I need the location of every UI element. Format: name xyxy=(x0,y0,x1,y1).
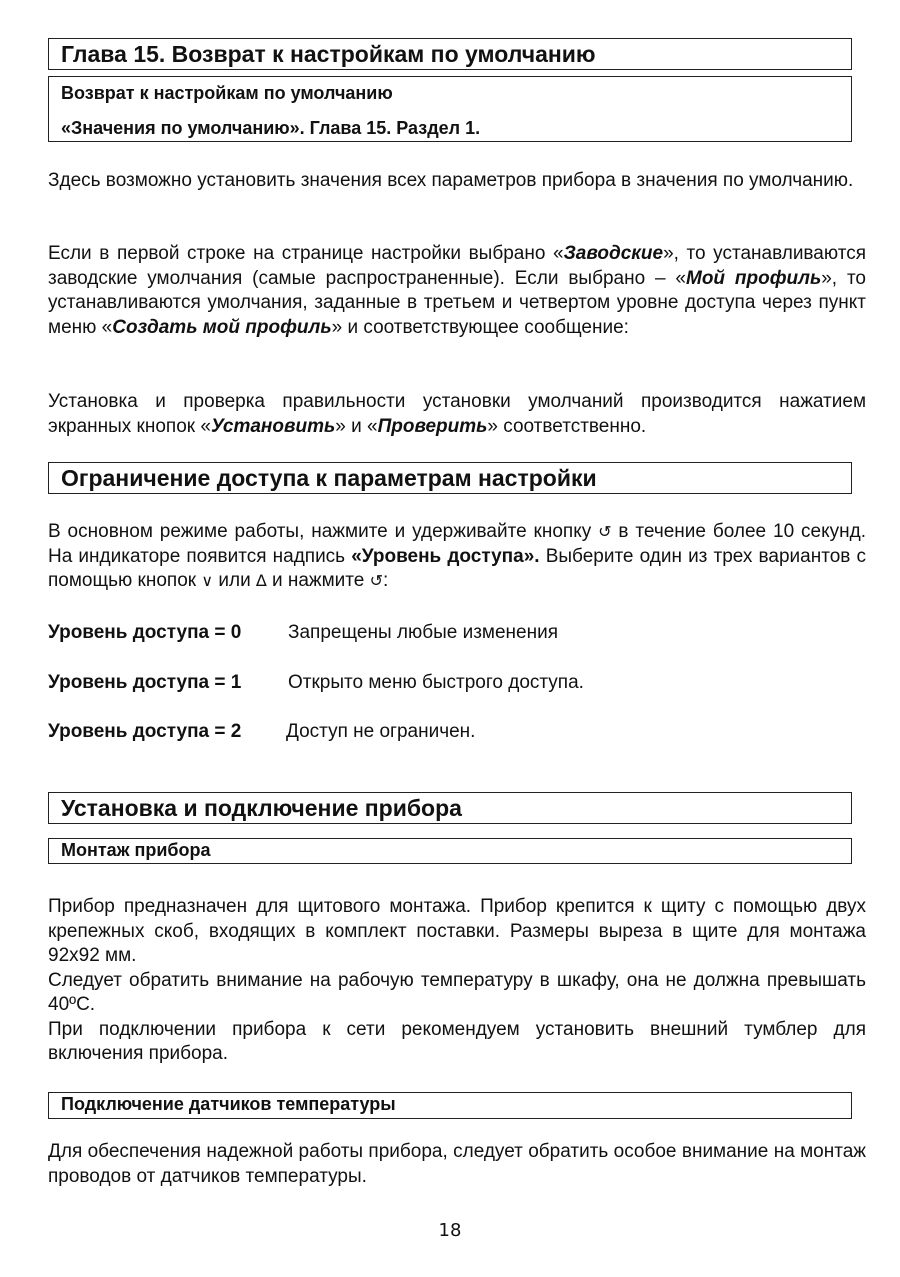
emphasis-install-button: Установить xyxy=(210,415,336,437)
text-run: Выберите один из трех вариантов с помощью кнопок xyxy=(48,545,866,591)
paragraph-defaults-intro xyxy=(48,169,866,194)
subsection-line-2: «Значения по умолчанию». Глава 15. Раздел 1. xyxy=(61,118,481,138)
emphasis-factory: Заводские xyxy=(563,243,664,264)
paragraph-access-instructions xyxy=(48,520,866,594)
emphasis-access-level: «Уровень доступа». xyxy=(351,545,540,567)
text-run: и нажмите xyxy=(266,570,370,591)
subsection-sensors-text: Подключение датчиков температуры xyxy=(61,1094,396,1114)
subsection-line-1: Возврат к настройкам по умолчанию xyxy=(61,83,393,103)
subsection-sensors-title xyxy=(48,1092,852,1119)
section-install-title xyxy=(48,792,852,824)
rotate-icon: ↺ xyxy=(369,571,384,590)
access-level-desc: Открыто меню быстрого доступа. xyxy=(288,672,584,693)
chapter-subsection-box xyxy=(48,76,852,142)
subsection-mount-title xyxy=(48,838,852,864)
paragraph-text: Для обеспечения надежной работы прибора, следует обратить особое внимание на монтаж проводов от датчиков температуры. xyxy=(48,1141,866,1187)
text-run: Установка и проверка правильности установки умолчаний производится нажатием экранных кнопок « xyxy=(48,391,866,437)
paragraph-text: Прибор предназначен для щитового монтажа. Прибор крепится к щиту с помощью двух крепежных скоб, входящих в комплект поставки. Размеры выреза в щите для монтажа 92х92 мм. xyxy=(48,896,866,966)
paragraph-profile xyxy=(48,242,866,340)
up-arrow-icon: ∆ xyxy=(255,571,267,590)
access-level-desc: Доступ не ограничен. xyxy=(286,721,476,742)
text-run: : xyxy=(383,570,389,591)
access-level-label: Уровень доступа = 2 xyxy=(48,721,242,742)
page-number: 18 xyxy=(438,1220,462,1241)
section-access-title xyxy=(48,462,852,494)
paragraph-text xyxy=(48,390,866,439)
paragraph-text: Следует обратить внимание на рабочую температуру в шкафу, она не должна превышать 40ºС. xyxy=(48,969,866,1015)
emphasis-check-button: Проверить xyxy=(377,415,488,437)
rotate-icon: ↺ xyxy=(598,522,612,541)
text-run: в течение более 10 секунд. На индикаторе появится надпись xyxy=(48,521,866,567)
access-level-0 xyxy=(48,622,558,644)
emphasis-create-profile: Создать мой профиль xyxy=(112,316,332,338)
text-run: », то устанавливаются заводские умолчания (самые распространенные). Если выбрано – « xyxy=(48,243,866,289)
paragraph-text xyxy=(48,242,866,340)
paragraph-text: Здесь возможно установить значения всех параметров прибора в значения по умолчанию. xyxy=(48,170,854,191)
text-run: », то устанавливаются умолчания, заданные в третьем и четвертом уровне доступа через пункт меню « xyxy=(48,267,866,338)
paragraph-install-check xyxy=(48,390,866,439)
paragraph-text: При подключении прибора к сети рекомендуем установить внешний тумблер для включения прибора. xyxy=(48,1018,866,1064)
down-arrow-icon: ∨ xyxy=(201,571,214,590)
access-level-label: Уровень доступа = 1 xyxy=(48,672,242,693)
paragraph-text xyxy=(48,520,866,594)
emphasis-my-profile: Мой профиль xyxy=(686,267,822,289)
section-access-text: Ограничение доступа к параметрам настройки xyxy=(61,465,597,491)
text-run: Если в первой строке на странице настройки выбрано « xyxy=(48,243,564,264)
chapter-title xyxy=(48,38,852,70)
access-level-label: Уровень доступа = 0 xyxy=(48,622,242,643)
subsection-mount-text: Монтаж прибора xyxy=(61,840,211,860)
paragraph-mounting xyxy=(48,895,866,1067)
text-run: » соответственно. xyxy=(487,415,647,437)
access-level-1 xyxy=(48,672,584,694)
access-level-2 xyxy=(48,721,475,743)
text-run: или xyxy=(213,570,256,591)
text-run: В основном режиме работы, нажмите и удерживайте кнопку xyxy=(48,521,599,542)
access-level-desc: Запрещены любые изменения xyxy=(288,622,559,643)
section-install-text: Установка и подключение прибора xyxy=(61,795,462,821)
paragraph-sensors xyxy=(48,1140,866,1189)
text-run: » и « xyxy=(335,415,378,437)
text-run: » и соответствующее сообщение: xyxy=(331,316,629,338)
chapter-title-text: Глава 15. Возврат к настройкам по умолчанию xyxy=(61,41,596,67)
